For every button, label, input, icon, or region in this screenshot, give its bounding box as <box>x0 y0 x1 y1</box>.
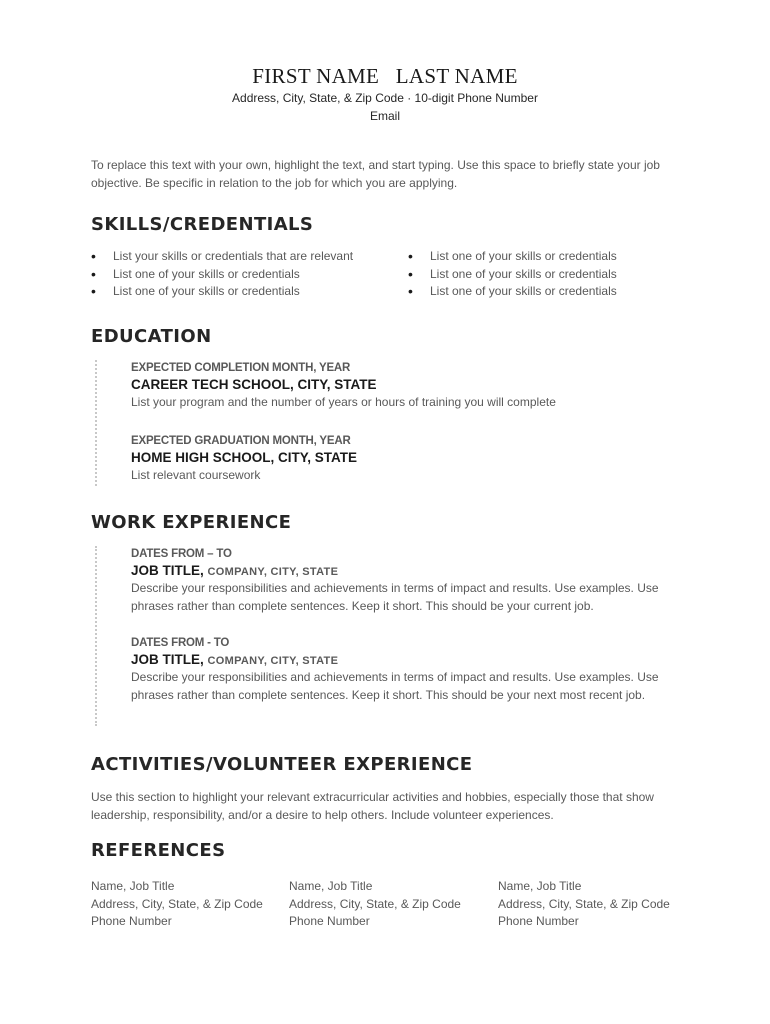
education-date[interactable]: EXPECTED GRADUATION MONTH, YEAR <box>131 435 351 447</box>
activities-text[interactable]: Use this section to highlight your relevant extracurricular activities and hobbies, especially those that show leadership, responsibility, and/or a desire to help others. Include volunteer experiences. <box>91 790 654 822</box>
references-heading: REFERENCES <box>91 840 226 861</box>
education-date[interactable]: EXPECTED COMPLETION MONTH, YEAR <box>131 362 351 374</box>
job-title[interactable] <box>131 652 676 667</box>
skill-item[interactable]: • List one of your skills or credentials <box>91 266 353 284</box>
skills-list-left <box>91 248 353 301</box>
objective-text[interactable]: To replace this text with your own, highlight the text, and start typing. Use this space to briefly state your job objective. Be specific in relation to the job for which you are applying. <box>91 158 660 190</box>
school-name[interactable]: CAREER TECH SCHOOL, CITY, STATE <box>131 377 377 392</box>
education-detail[interactable]: List your program and the number of years or hours of training you will complete <box>131 395 556 409</box>
work-dates[interactable]: DATES FROM - TO <box>131 637 230 649</box>
skill-item[interactable]: • List one of your skills or credentials <box>408 266 617 284</box>
education-entry <box>131 362 676 412</box>
reference-block <box>289 878 461 931</box>
skill-item[interactable]: • List one of your skills or credentials <box>408 283 617 301</box>
skills-heading: SKILLS/CREDENTIALS <box>91 214 314 235</box>
work-entry <box>131 548 676 615</box>
company-location: COMPANY, CITY, STATE <box>207 566 339 578</box>
email[interactable]: Email <box>369 109 400 123</box>
reference-address[interactable]: Address, City, State, & Zip Code <box>91 896 263 911</box>
education-entry <box>131 435 676 485</box>
skill-item[interactable]: • List your skills or credentials that are relevant <box>91 248 353 266</box>
reference-phone[interactable]: Phone Number <box>498 914 579 928</box>
skill-item[interactable]: • List one of your skills or credentials <box>91 283 353 301</box>
reference-address[interactable]: Address, City, State, & Zip Code <box>289 896 461 911</box>
full-name[interactable]: FIRST NAME LAST NAME <box>252 64 518 88</box>
work-dates[interactable]: DATES FROM – TO <box>131 548 232 560</box>
reference-block <box>91 878 263 931</box>
work-entry <box>131 637 676 704</box>
reference-name[interactable]: Name, Job Title <box>289 879 373 893</box>
job-title-text: JOB TITLE, <box>131 563 204 578</box>
job-title[interactable] <box>131 563 676 578</box>
reference-address[interactable]: Address, City, State, & Zip Code <box>498 896 670 911</box>
work-detail[interactable]: Describe your responsibilities and achievements in terms of impact and results. Use examples. Use phrases rather than complete sentences. Keep it short. This should be your next most recent job. <box>131 670 659 702</box>
work-heading: WORK EXPERIENCE <box>91 512 292 533</box>
reference-name[interactable]: Name, Job Title <box>498 879 582 893</box>
work-divider <box>95 546 97 726</box>
reference-phone[interactable]: Phone Number <box>289 914 370 928</box>
reference-phone[interactable]: Phone Number <box>91 914 172 928</box>
education-detail[interactable]: List relevant coursework <box>131 468 261 482</box>
reference-block <box>498 878 670 931</box>
work-detail[interactable]: Describe your responsibilities and achievements in terms of impact and results. Use examples. Use phrases rather than complete sentences. Keep it short. This should be your current job. <box>131 581 659 613</box>
education-divider <box>95 360 97 486</box>
contact-line[interactable]: Address, City, State, & Zip Code · 10-digit Phone Number <box>232 91 538 105</box>
job-title-text: JOB TITLE, <box>131 652 204 667</box>
education-heading: EDUCATION <box>91 326 212 347</box>
skills-list-right <box>408 248 617 301</box>
skill-item[interactable]: • List one of your skills or credentials <box>408 248 617 266</box>
activities-heading: ACTIVITIES/VOLUNTEER EXPERIENCE <box>91 754 473 775</box>
reference-name[interactable]: Name, Job Title <box>91 879 175 893</box>
company-location: COMPANY, CITY, STATE <box>207 655 339 667</box>
school-name[interactable]: HOME HIGH SCHOOL, CITY, STATE <box>131 450 358 465</box>
